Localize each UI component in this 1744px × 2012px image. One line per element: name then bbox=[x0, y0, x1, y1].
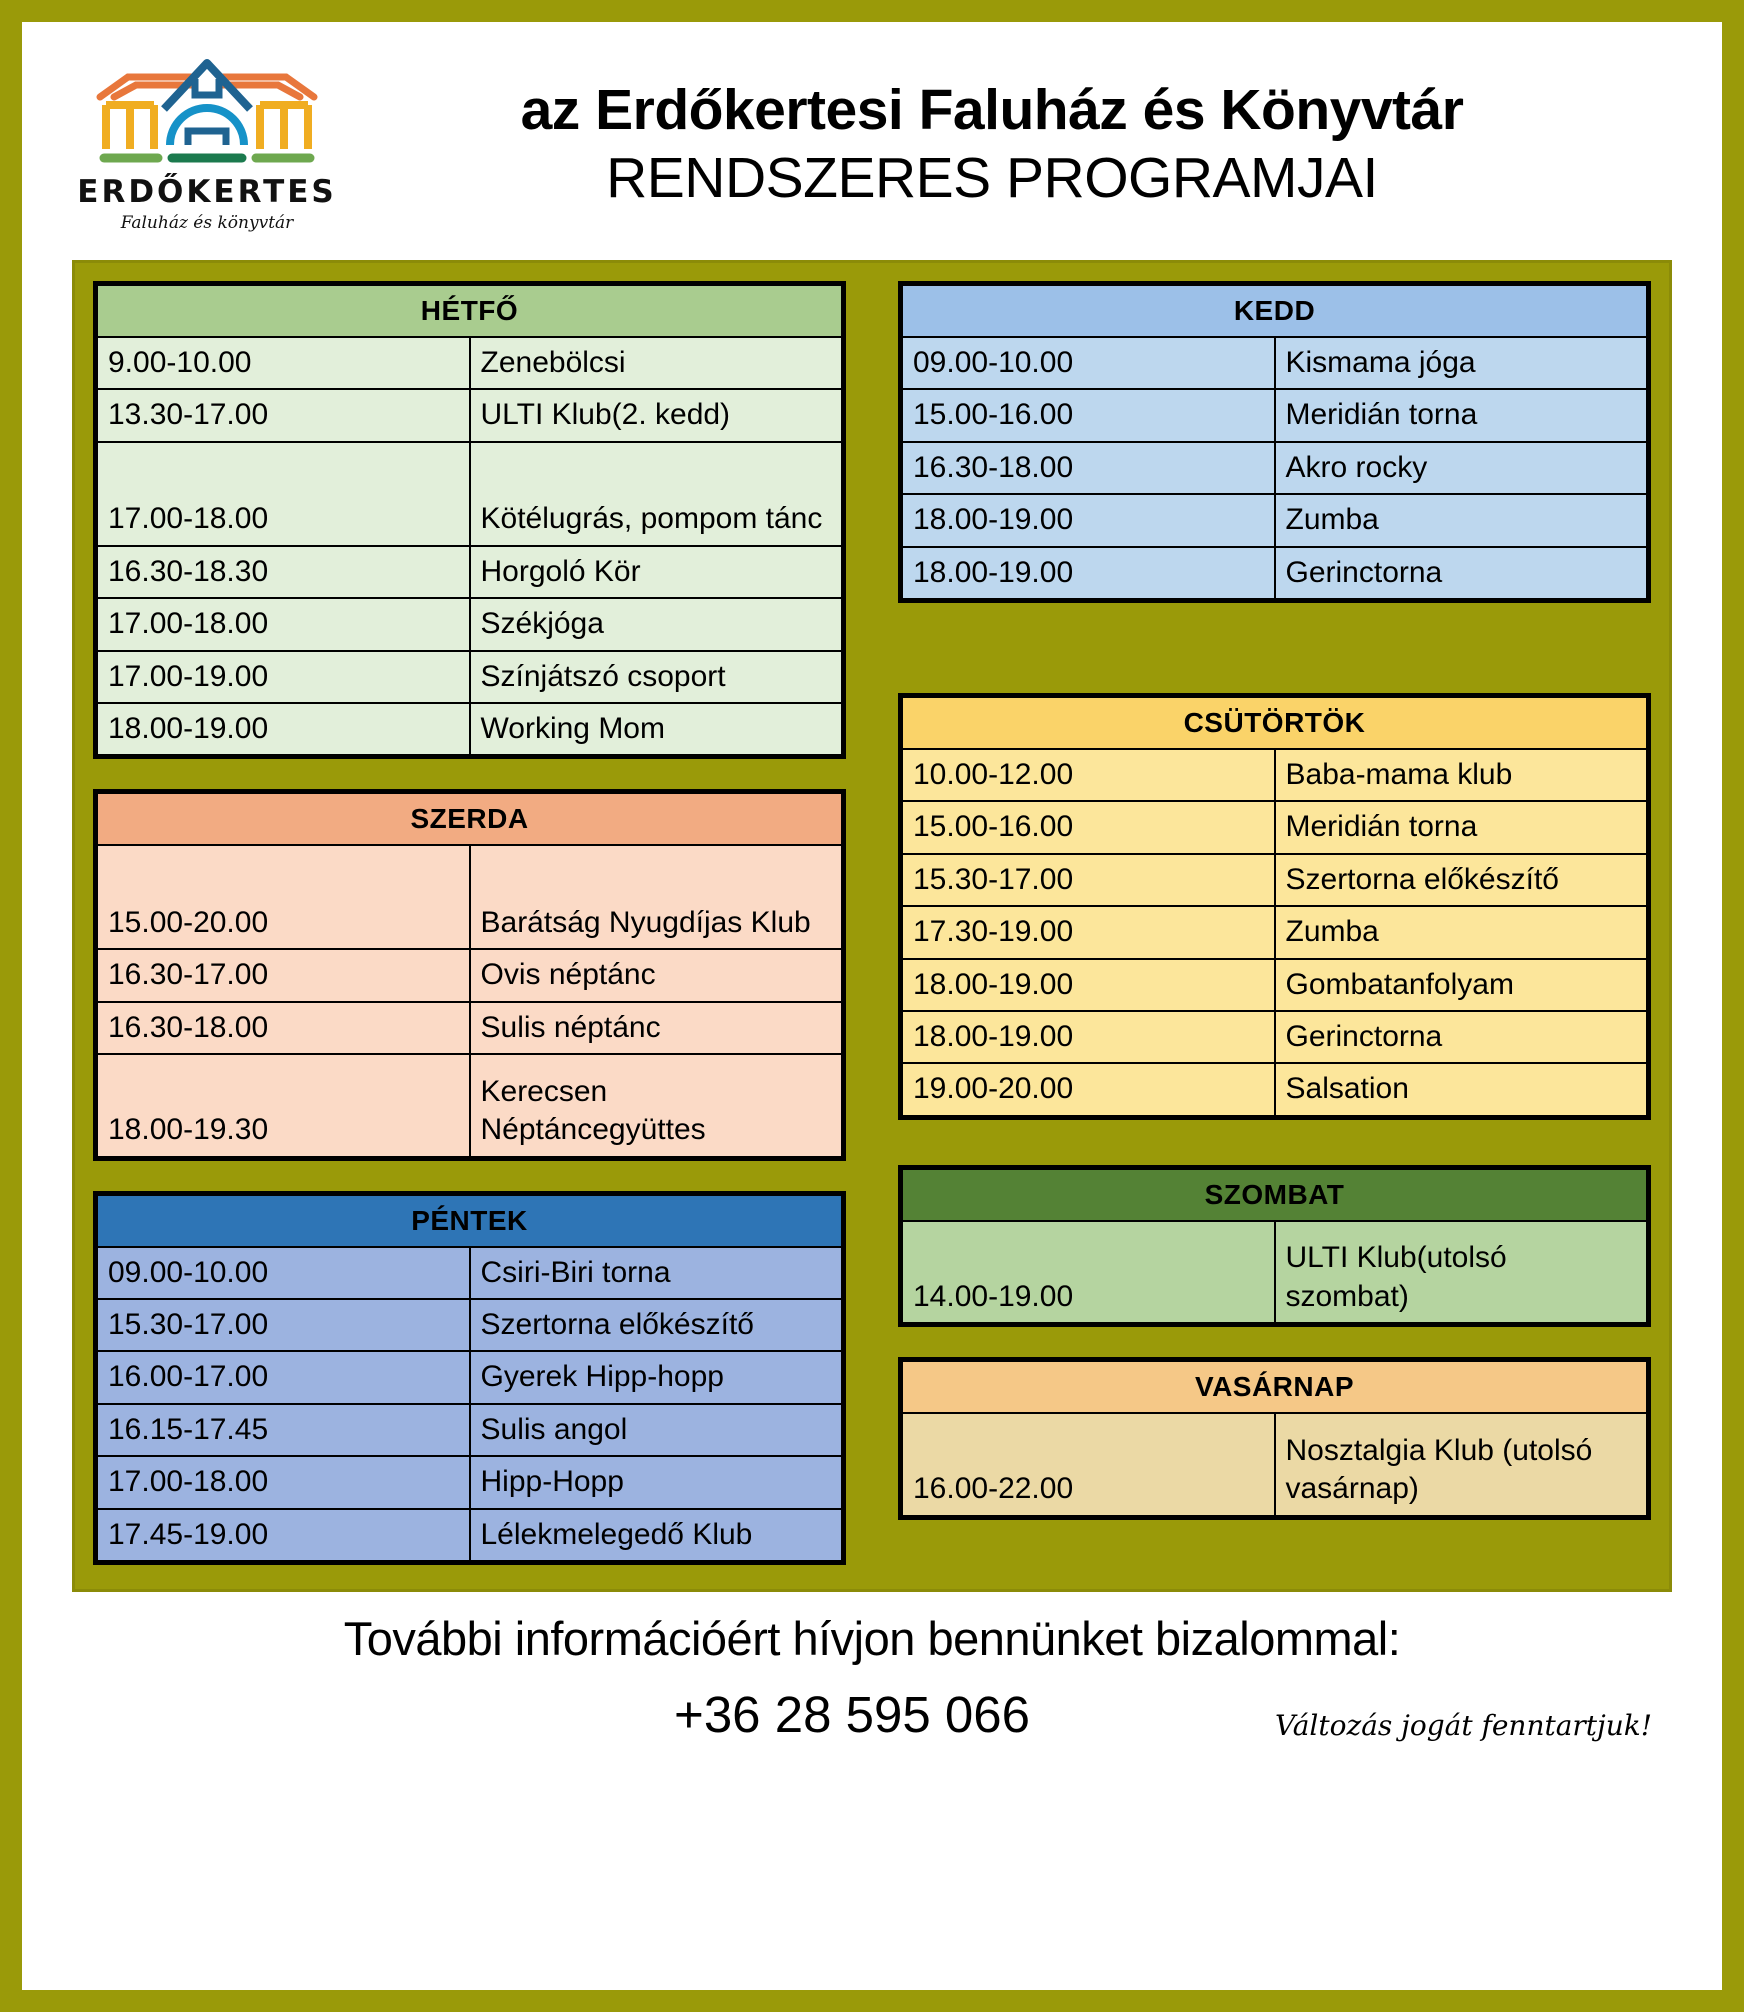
organization-logo bbox=[77, 57, 337, 233]
row-activity: Zumba bbox=[1275, 494, 1649, 546]
row-activity: Nosztalgia Klub (utolsó vasárnap) bbox=[1275, 1413, 1649, 1517]
day-header-row bbox=[96, 1193, 844, 1247]
table-gap bbox=[93, 759, 846, 789]
row-time: 18.00-19.00 bbox=[901, 494, 1275, 546]
row-activity: Sulis néptánc bbox=[470, 1002, 844, 1054]
day-title-vasarnap: VASÁRNAP bbox=[901, 1360, 1649, 1414]
row-activity: Working Mom bbox=[470, 703, 844, 757]
row-activity: Meridián torna bbox=[1275, 801, 1649, 853]
logo-subtitle: Faluház és könyvtár bbox=[120, 213, 294, 233]
day-table-hetfo bbox=[93, 281, 846, 759]
row-time: 15.30-17.00 bbox=[901, 854, 1275, 906]
day-title-csutortok: CSÜTÖRTÖK bbox=[901, 695, 1649, 749]
row-time: 16.00-17.00 bbox=[96, 1351, 470, 1403]
table-row bbox=[96, 1509, 844, 1563]
table-row bbox=[901, 1221, 1649, 1325]
row-activity: Kismama jóga bbox=[1275, 337, 1649, 389]
day-title-kedd: KEDD bbox=[901, 284, 1649, 338]
day-header-row bbox=[901, 1360, 1649, 1414]
table-row bbox=[901, 494, 1649, 546]
schedule-band bbox=[72, 260, 1672, 1592]
table-gap bbox=[93, 1161, 846, 1191]
row-activity: Szertorna előkészítő bbox=[470, 1299, 844, 1351]
day-table-csutortok bbox=[898, 693, 1651, 1120]
row-activity: Színjátszó csoport bbox=[470, 651, 844, 703]
table-row bbox=[901, 801, 1649, 853]
row-time: 18.00-19.00 bbox=[96, 703, 470, 757]
row-time: 17.00-18.00 bbox=[96, 1456, 470, 1508]
row-time: 14.00-19.00 bbox=[901, 1221, 1275, 1325]
table-row bbox=[901, 337, 1649, 389]
row-activity: Gerinctorna bbox=[1275, 1011, 1649, 1063]
row-time: 10.00-12.00 bbox=[901, 749, 1275, 801]
row-time: 16.00-22.00 bbox=[901, 1413, 1275, 1517]
table-row bbox=[901, 1413, 1649, 1517]
schedule-column-right bbox=[898, 281, 1651, 1520]
row-time: 9.00-10.00 bbox=[96, 337, 470, 389]
row-activity: Ovis néptánc bbox=[470, 949, 844, 1001]
table-row bbox=[96, 546, 844, 598]
row-activity: Sulis angol bbox=[470, 1404, 844, 1456]
row-time: 17.30-19.00 bbox=[901, 906, 1275, 958]
row-activity: Baba-mama klub bbox=[1275, 749, 1649, 801]
row-time: 09.00-10.00 bbox=[96, 1247, 470, 1299]
table-row bbox=[96, 337, 844, 389]
poster-footer bbox=[22, 1592, 1722, 1750]
title-line-2: RENDSZERES PROGRAMJAI bbox=[606, 146, 1378, 211]
row-time: 16.30-18.00 bbox=[96, 1002, 470, 1054]
day-header-row bbox=[901, 1167, 1649, 1221]
row-activity: Kerecsen Néptáncegyüttes bbox=[470, 1054, 844, 1158]
row-activity: Szertorna előkészítő bbox=[1275, 854, 1649, 906]
table-row bbox=[901, 1011, 1649, 1063]
table-row bbox=[96, 1054, 844, 1158]
library-building-icon bbox=[92, 57, 322, 172]
row-time: 16.30-18.00 bbox=[901, 442, 1275, 494]
table-row bbox=[96, 598, 844, 650]
row-time: 16.30-18.30 bbox=[96, 546, 470, 598]
day-title-szerda: SZERDA bbox=[96, 792, 844, 846]
schedule-columns bbox=[93, 281, 1651, 1565]
table-row bbox=[901, 906, 1649, 958]
row-time: 17.00-18.00 bbox=[96, 442, 470, 546]
table-row bbox=[96, 1351, 844, 1403]
row-time: 18.00-19.00 bbox=[901, 959, 1275, 1011]
day-title-pentek: PÉNTEK bbox=[96, 1193, 844, 1247]
row-activity: Gerinctorna bbox=[1275, 547, 1649, 601]
row-activity: Zumba bbox=[1275, 906, 1649, 958]
contact-prompt: További információért hívjon bennünket bizalommal: bbox=[343, 1611, 1401, 1665]
change-disclaimer: Változás jogát fenntartjuk! bbox=[1275, 1708, 1652, 1742]
table-row bbox=[96, 442, 844, 546]
row-activity: Csiri-Biri torna bbox=[470, 1247, 844, 1299]
row-activity: Horgoló Kör bbox=[470, 546, 844, 598]
table-gap bbox=[898, 1120, 1651, 1165]
table-row bbox=[96, 1456, 844, 1508]
table-gap bbox=[898, 1327, 1651, 1357]
row-time: 17.45-19.00 bbox=[96, 1509, 470, 1563]
row-activity: Székjóga bbox=[470, 598, 844, 650]
phone-number[interactable]: +36 28 595 066 bbox=[674, 1685, 1030, 1743]
row-time: 18.00-19.00 bbox=[901, 1011, 1275, 1063]
day-header-row bbox=[96, 792, 844, 846]
row-activity: Kötélugrás, pompom tánc bbox=[470, 442, 844, 546]
table-row bbox=[96, 389, 844, 441]
table-row bbox=[96, 651, 844, 703]
day-table-szerda bbox=[93, 789, 846, 1160]
day-table-pentek bbox=[93, 1191, 846, 1565]
day-title-hetfo: HÉTFŐ bbox=[96, 284, 844, 338]
row-time: 16.15-17.45 bbox=[96, 1404, 470, 1456]
table-row bbox=[901, 389, 1649, 441]
table-row bbox=[901, 959, 1649, 1011]
row-time: 18.00-19.00 bbox=[901, 547, 1275, 601]
row-time: 18.00-19.30 bbox=[96, 1054, 470, 1158]
table-row bbox=[96, 1247, 844, 1299]
day-header-row bbox=[901, 695, 1649, 749]
table-gap bbox=[898, 603, 1651, 693]
row-activity: Lélekmelegedő Klub bbox=[470, 1509, 844, 1563]
day-table-vasarnap bbox=[898, 1357, 1651, 1520]
row-activity: Barátság Nyugdíjas Klub bbox=[470, 845, 844, 949]
row-activity: Gombatanfolyam bbox=[1275, 959, 1649, 1011]
row-activity: Meridián torna bbox=[1275, 389, 1649, 441]
day-table-szombat bbox=[898, 1165, 1651, 1328]
poster-header bbox=[22, 22, 1722, 260]
row-activity: Akro rocky bbox=[1275, 442, 1649, 494]
row-time: 16.30-17.00 bbox=[96, 949, 470, 1001]
row-activity: Salsation bbox=[1275, 1063, 1649, 1117]
row-time: 17.00-19.00 bbox=[96, 651, 470, 703]
table-row bbox=[96, 949, 844, 1001]
table-row bbox=[901, 749, 1649, 801]
row-time: 09.00-10.00 bbox=[901, 337, 1275, 389]
table-row bbox=[901, 854, 1649, 906]
table-row bbox=[96, 1299, 844, 1351]
page-title bbox=[332, 77, 1692, 213]
row-activity: ULTI Klub(utolsó szombat) bbox=[1275, 1221, 1649, 1325]
table-row bbox=[901, 442, 1649, 494]
contact-row bbox=[82, 1685, 1662, 1744]
table-row bbox=[96, 703, 844, 757]
table-row bbox=[96, 1404, 844, 1456]
row-activity: Gyerek Hipp-hopp bbox=[470, 1351, 844, 1403]
row-time: 15.00-20.00 bbox=[96, 845, 470, 949]
row-activity: ULTI Klub(2. kedd) bbox=[470, 389, 844, 441]
table-row bbox=[901, 547, 1649, 601]
day-header-row bbox=[901, 284, 1649, 338]
table-row bbox=[96, 845, 844, 949]
row-activity: Hipp-Hopp bbox=[470, 1456, 844, 1508]
row-time: 15.00-16.00 bbox=[901, 389, 1275, 441]
day-table-kedd bbox=[898, 281, 1651, 603]
day-title-szombat: SZOMBAT bbox=[901, 1167, 1649, 1221]
row-time: 15.00-16.00 bbox=[901, 801, 1275, 853]
row-time: 15.30-17.00 bbox=[96, 1299, 470, 1351]
row-time: 19.00-20.00 bbox=[901, 1063, 1275, 1117]
table-row bbox=[96, 1002, 844, 1054]
table-row bbox=[901, 1063, 1649, 1117]
logo-wordmark: ERDŐKERTES bbox=[77, 174, 337, 210]
row-activity: Zenebölcsi bbox=[470, 337, 844, 389]
day-header-row bbox=[96, 284, 844, 338]
row-time: 13.30-17.00 bbox=[96, 389, 470, 441]
schedule-column-left bbox=[93, 281, 846, 1565]
row-time: 17.00-18.00 bbox=[96, 598, 470, 650]
title-line-1: az Erdőkertesi Faluház és Könyvtár bbox=[520, 78, 1464, 143]
